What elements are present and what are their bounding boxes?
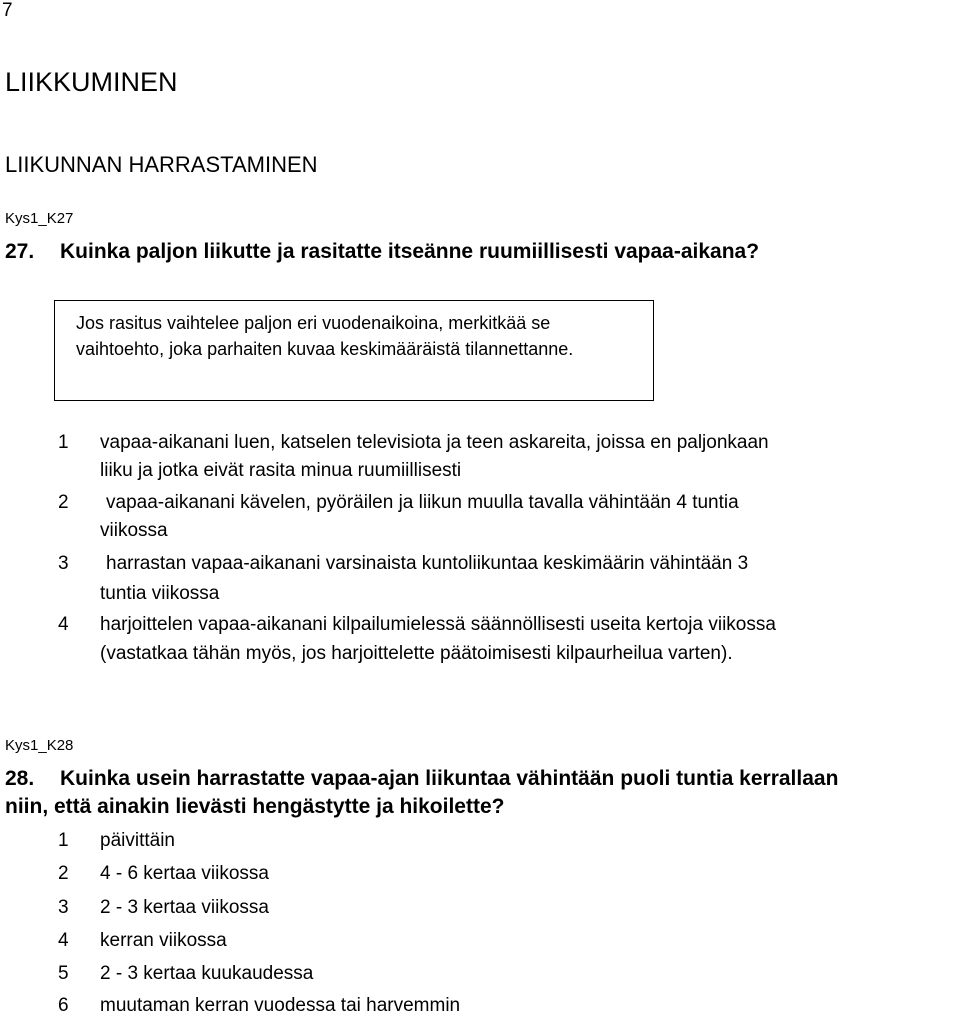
answer-option-number[interactable]: 1 bbox=[58, 830, 69, 851]
answer-option-text-continued[interactable]: viikossa bbox=[100, 520, 168, 541]
answer-option-text-continued[interactable]: liiku ja jotka eivät rasita minua ruumiillisesti bbox=[100, 460, 462, 481]
answer-option-number[interactable]: 3 bbox=[58, 897, 69, 918]
answer-option-number[interactable]: 4 bbox=[58, 930, 69, 951]
answer-option-text[interactable]: muutaman kerran vuodessa tai harvemmin bbox=[100, 995, 461, 1016]
answer-option-text[interactable]: vapaa-aikanani luen, katselen televisiota ja teen askareita, joissa en paljonkaan bbox=[100, 432, 769, 453]
answer-option-text[interactable]: 2 - 3 kertaa kuukaudessa bbox=[100, 963, 314, 984]
answer-option-text[interactable]: päivittäin bbox=[100, 830, 175, 851]
answer-option-text-continued[interactable]: tuntia viikossa bbox=[100, 583, 220, 604]
answer-option-text[interactable]: 2 - 3 kertaa viikossa bbox=[100, 897, 269, 918]
answer-option-text-continued[interactable]: (vastatkaa tähän myös, jos harjoittelette päätoimisesti kilpaurheilua varten). bbox=[100, 643, 733, 664]
instruction-text: Jos rasitus vaihtelee paljon eri vuodenaikoina, merkitkää se vaihtoehto, joka parhaiten kuvaa keskimääräistä tilannettanne. bbox=[76, 313, 574, 359]
question-text-continued: niin, että ainakin lievästi hengästytte ja hikoilette? bbox=[5, 795, 505, 818]
answer-option-text[interactable]: kerran viikossa bbox=[100, 930, 227, 951]
question-number: 27. bbox=[5, 240, 35, 263]
page-title: LIIKKUMINEN bbox=[5, 67, 178, 97]
answer-option-number[interactable]: 3 bbox=[58, 553, 69, 574]
answer-option-number[interactable]: 5 bbox=[58, 963, 69, 984]
answer-option-number[interactable]: 2 bbox=[58, 863, 69, 884]
question-number: 28. bbox=[5, 767, 35, 790]
instruction-box bbox=[54, 300, 654, 401]
section-title: LIIKUNNAN HARRASTAMINEN bbox=[5, 152, 318, 177]
answer-option-text[interactable]: harrastan vapaa-aikanani varsinaista kuntoliikuntaa keskimäärin vähintään 3 bbox=[106, 553, 749, 574]
answer-option-number[interactable]: 2 bbox=[58, 492, 69, 513]
question-id: Kys1_K28 bbox=[5, 737, 74, 754]
answer-option-text[interactable]: harjoittelen vapaa-aikanani kilpailumielessä säännöllisesti useita kertoja viikossa bbox=[100, 614, 776, 635]
question-text: Kuinka usein harrastatte vapaa-ajan liikuntaa vähintään puoli tuntia kerrallaan bbox=[60, 767, 839, 790]
answer-option-number[interactable]: 4 bbox=[58, 614, 69, 635]
question-id: Kys1_K27 bbox=[5, 210, 74, 227]
answer-option-text[interactable]: vapaa-aikanani kävelen, pyöräilen ja liikun muulla tavalla vähintään 4 tuntia bbox=[106, 492, 739, 513]
page-number: 7 bbox=[2, 0, 13, 21]
answer-option-text[interactable]: 4 - 6 kertaa viikossa bbox=[100, 863, 269, 884]
answer-option-number[interactable]: 1 bbox=[58, 432, 69, 453]
question-text: Kuinka paljon liikutte ja rasitatte itseänne ruumiillisesti vapaa-aikana? bbox=[60, 240, 760, 263]
answer-option-number[interactable]: 6 bbox=[58, 995, 69, 1016]
